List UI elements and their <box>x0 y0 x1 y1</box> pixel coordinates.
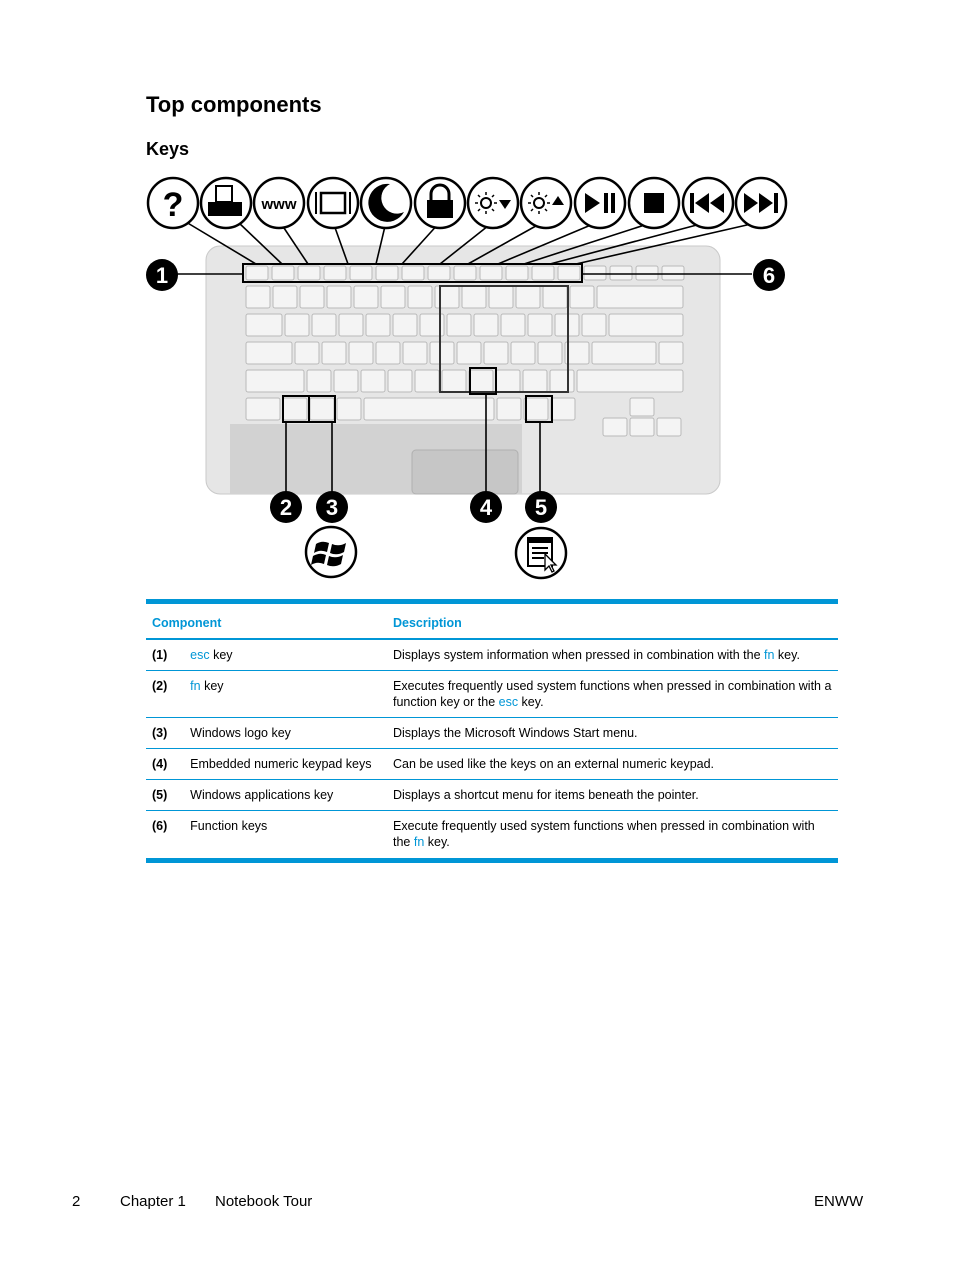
svg-text:?: ? <box>162 186 184 224</box>
row-number: (1) <box>146 639 186 671</box>
callout-6-label: 6 <box>762 263 776 288</box>
component-description: Displays system information when pressed in combination with the fn key. <box>387 639 838 671</box>
callout-5 <box>525 491 557 523</box>
next-track-icon <box>736 178 786 228</box>
keyboard-figure <box>140 172 800 584</box>
link-text[interactable]: fn <box>764 648 775 662</box>
component-name: esc key <box>186 639 387 671</box>
row-number: (4) <box>146 749 186 780</box>
callout-5-label: 5 <box>534 495 548 520</box>
www-icon <box>254 178 304 228</box>
table-row <box>146 780 838 811</box>
table-row <box>146 639 838 671</box>
component-name: Windows logo key <box>186 718 387 749</box>
play-pause-icon <box>575 178 625 228</box>
callout-3 <box>316 491 348 523</box>
footer-chapter: Chapter 1 <box>120 1193 186 1210</box>
component-description: Displays a shortcut menu for items beneath the pointer. <box>387 780 838 811</box>
link-text[interactable]: esc <box>498 695 519 709</box>
previous-track-icon <box>683 178 733 228</box>
help-icon <box>148 178 198 228</box>
table-header-row <box>146 602 838 640</box>
header-component: Component <box>152 616 222 630</box>
link-text[interactable]: esc <box>190 648 210 662</box>
section-title: Keys <box>146 139 190 159</box>
stop-icon <box>629 178 679 228</box>
page-title: Top components <box>146 92 322 117</box>
components-table <box>146 599 838 863</box>
windows-logo-icon <box>306 527 356 577</box>
applications-menu-icon <box>516 528 566 578</box>
svg-text:www: www <box>261 196 297 213</box>
brightness-up-icon <box>521 178 571 228</box>
callout-4-label: 4 <box>479 495 493 520</box>
callout-2-label: 2 <box>279 495 293 520</box>
table-row <box>146 749 838 780</box>
callout-2 <box>270 491 302 523</box>
display-switch-icon <box>308 178 358 228</box>
component-name: Embedded numeric keypad keys <box>186 749 387 780</box>
row-number: (6) <box>146 811 186 861</box>
brightness-down-icon <box>468 178 518 228</box>
footer-right: ENWW <box>814 1193 864 1210</box>
header-description: Description <box>393 616 462 630</box>
print-icon <box>201 178 251 228</box>
table-row <box>146 718 838 749</box>
component-description: Executes frequently used system functions when pressed in combination with a function key or the esc key. <box>387 671 838 718</box>
table-row <box>146 811 838 861</box>
component-name: Windows applications key <box>186 780 387 811</box>
table-row <box>146 671 838 718</box>
callout-3-label: 3 <box>325 495 339 520</box>
row-number: (5) <box>146 780 186 811</box>
component-name: fn key <box>186 671 387 718</box>
callout-1-label: 1 <box>155 263 169 288</box>
component-description: Displays the Microsoft Windows Start menu. <box>387 718 838 749</box>
footer-title: Notebook Tour <box>215 1193 313 1210</box>
keyboard-illustration <box>206 246 720 494</box>
callout-4 <box>470 491 502 523</box>
row-number: (3) <box>146 718 186 749</box>
link-text[interactable]: fn <box>190 679 201 693</box>
components-table-wrap <box>146 599 838 863</box>
callout-6 <box>753 259 785 291</box>
page-number: 2 <box>72 1193 81 1210</box>
lock-icon <box>415 178 465 228</box>
component-name: Function keys <box>186 811 387 861</box>
component-description: Can be used like the keys on an external numeric keypad. <box>387 749 838 780</box>
component-description: Execute frequently used system functions when pressed in combination with the fn key. <box>387 811 838 861</box>
link-text[interactable]: fn <box>413 835 425 849</box>
callout-1 <box>146 259 178 291</box>
sleep-icon <box>361 178 411 228</box>
row-number: (2) <box>146 671 186 718</box>
top-icons <box>148 178 786 228</box>
